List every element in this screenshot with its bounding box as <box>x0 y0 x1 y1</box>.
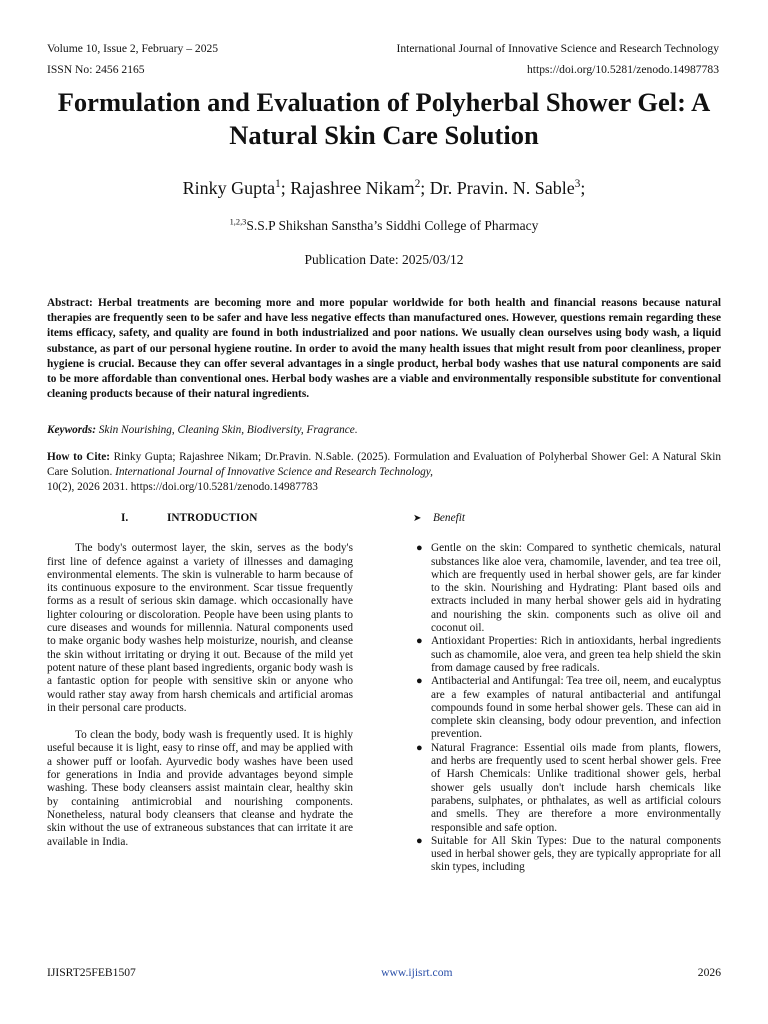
cite-tail: 10(2), 2026 2031. https://doi.org/10.5281/zenodo.14987783 <box>47 481 318 494</box>
author-3: ; Dr. Pravin. N. Sable <box>420 178 575 198</box>
keywords <box>47 423 721 438</box>
list-item-text: Antibacterial and Antifungal: Tea tree oil, neem, and eucalyptus are a few examples of natural antibacterial and antifungal compounds found in some herbal shower gels. These can aid in complete skin cleansing, body odour prevention, and infection prevention. <box>431 675 721 741</box>
journal-name: International Journal of Innovative Science and Research Technology <box>396 42 719 55</box>
bullet-icon: ● <box>416 542 423 555</box>
page-number: 2026 <box>697 966 721 979</box>
subsection-heading-benefit <box>413 512 721 525</box>
author-tail: ; <box>580 178 586 198</box>
affiliation-sup: 1,2,3 <box>229 217 247 227</box>
benefit-list <box>413 542 721 874</box>
running-header-bottom <box>47 63 719 76</box>
intro-paragraph-2: To clean the body, body wash is frequently used. It is highly useful because it is light, easy to rinse off, and may be applied with a shower puff or loofah. Ayurvedic body washes have been used for generations in India and provide advantages beyond simple washing. These body cleansers assist maintain clear, healthy skin by containing antimicrobial and nourishing components. Nonetheless, natural body cleansers that cleanse and hydrate the skin without the use of extraneous substances that can irritate it are available in India. <box>47 729 353 848</box>
bullet-icon: ● <box>416 834 423 847</box>
list-item <box>413 675 721 741</box>
author-1: Rinky Gupta <box>182 178 276 198</box>
keywords-text: Skin Nourishing, Cleaning Skin, Biodiversity, Fragrance. <box>95 424 358 436</box>
volume-info: Volume 10, Issue 2, February – 2025 <box>47 42 219 55</box>
author-list <box>30 178 738 199</box>
paper-code: IJISRT25FEB1507 <box>47 966 136 979</box>
list-item <box>413 635 721 675</box>
website-link[interactable]: www.ijisrt.com <box>381 966 453 979</box>
section-number: I. <box>121 512 129 524</box>
list-item-text: Gentle on the skin: Compared to synthetic chemicals, natural substances like aloe vera, chamomile, lavender, and tea tree oil, which are frequently used in herbal shower gels, are far kinder to the skin. Nourishing and Hydrating: Plant based oils and extracts included in many herbal shower gels aid in hydrating and nourishing the skin. components such as olive oil and coconut oil. <box>431 542 721 635</box>
section-heading-introduction <box>47 512 353 525</box>
list-item <box>413 835 721 875</box>
abstract: Abstract: Herbal treatments are becoming more and more popular worldwide for both health and financial reasons because natural therapies are frequently seen to be safer and have less negative effects than manufactured ones. However, questions remain regarding these items efficacy, safety, and quality are found in both industrialized and poor nations. We usually clean ourselves using body wash, a liquid substance, as part of our personal hygiene routine. In order to avoid the many health issues that might result from poor cleanliness, proper hygiene is crucial. Because they can offer several advantages in a single product, herbal body washes that use natural components are said to be more affordable than conventional ones. Herbal body washes are a viable and environmentally responsible substitute for conventional cleaning products because of their natural ingredients. <box>47 297 721 401</box>
intro-paragraph-1: The body's outermost layer, the skin, serves as the body's first line of defence against a variety of illnesses and damaging environmental elements. The skin is vulnerable to harm because of its continuous exposure to the environment. Scar tissue frequently forms as a result of serious skin damage. which occasionally have lighter colouring or discoloration. People have been using plants to cure diseases and wounds for millennia. Natural components used to make organic body washes help moisturize, nourish, and cleanse the skin without irritating or drying it out. Because of the mild yet potent nature of these plant based ingredients, organic body wash is a fantastic option for people with sensitive skin or anyone who would rather stay away from harsh chemicals and artificial aromas in their personal care products. <box>47 542 353 714</box>
list-item <box>413 742 721 835</box>
benefit-title: Benefit <box>433 512 465 524</box>
cite-label: How to Cite: <box>47 451 111 463</box>
affiliation-text: S.S.P Shikshan Sanstha’s Siddhi College of Pharmacy <box>246 218 539 233</box>
author-2: ; Rajashree Nikam <box>280 178 415 198</box>
list-item-text: Natural Fragrance: Essential oils made from plants, flowers, and herbs are frequently used to scent herbal shower gels. Free of Harsh Chemicals: Unlike traditional shower gels, herbal shower gels usually don't include harsh chemicals like parabens, sulphates, or phthalates, as well as artificial colours and smells. They are therefore a more environmentally responsible and safe option. <box>431 741 721 834</box>
issn: ISSN No: 2456 2165 <box>47 63 145 76</box>
running-header-top <box>47 42 719 55</box>
list-item <box>413 542 721 635</box>
publication-date: Publication Date: 2025/03/12 <box>304 252 464 267</box>
author-1-sup: 1 <box>275 178 281 190</box>
bullet-icon: ● <box>416 675 423 688</box>
left-column <box>47 512 353 863</box>
paper-title: Formulation and Evaluation of Polyherbal Shower Gel: A Natural Skin Care Solution <box>57 87 711 150</box>
cite-text: Rinky Gupta; Rajashree Nikam; Dr.Pravin. N.Sable. (2025). Formulation and Evaluation of Polyherbal Shower Gel: A Natural Skin Care Solution. <box>47 451 721 479</box>
doi-link[interactable]: https://doi.org/10.5281/zenodo.14987783 <box>526 63 719 76</box>
page-footer <box>47 966 721 979</box>
bullet-icon: ● <box>416 635 423 648</box>
keywords-label: Keywords: <box>47 424 96 436</box>
bullet-icon: ● <box>416 741 423 754</box>
affiliation <box>30 218 738 234</box>
list-item-text: Suitable for All Skin Types: Due to the natural components used in herbal shower gels, they are typically appropriate for all skin types, including <box>431 834 721 874</box>
list-item-text: Antioxidant Properties: Rich in antioxidants, herbal ingredients such as chamomile, aloe vera, and green tea help shield the skin from damage caused by free radicals. <box>431 635 721 674</box>
author-2-sup: 2 <box>414 178 421 190</box>
right-column <box>413 512 721 875</box>
author-3-sup: 3 <box>574 178 581 190</box>
citation <box>47 450 721 496</box>
arrow-bullet-icon: ➤ <box>413 513 422 524</box>
cite-journal: International Journal of Innovative Science and Research Technology, <box>115 466 434 479</box>
section-title: INTRODUCTION <box>167 512 258 524</box>
